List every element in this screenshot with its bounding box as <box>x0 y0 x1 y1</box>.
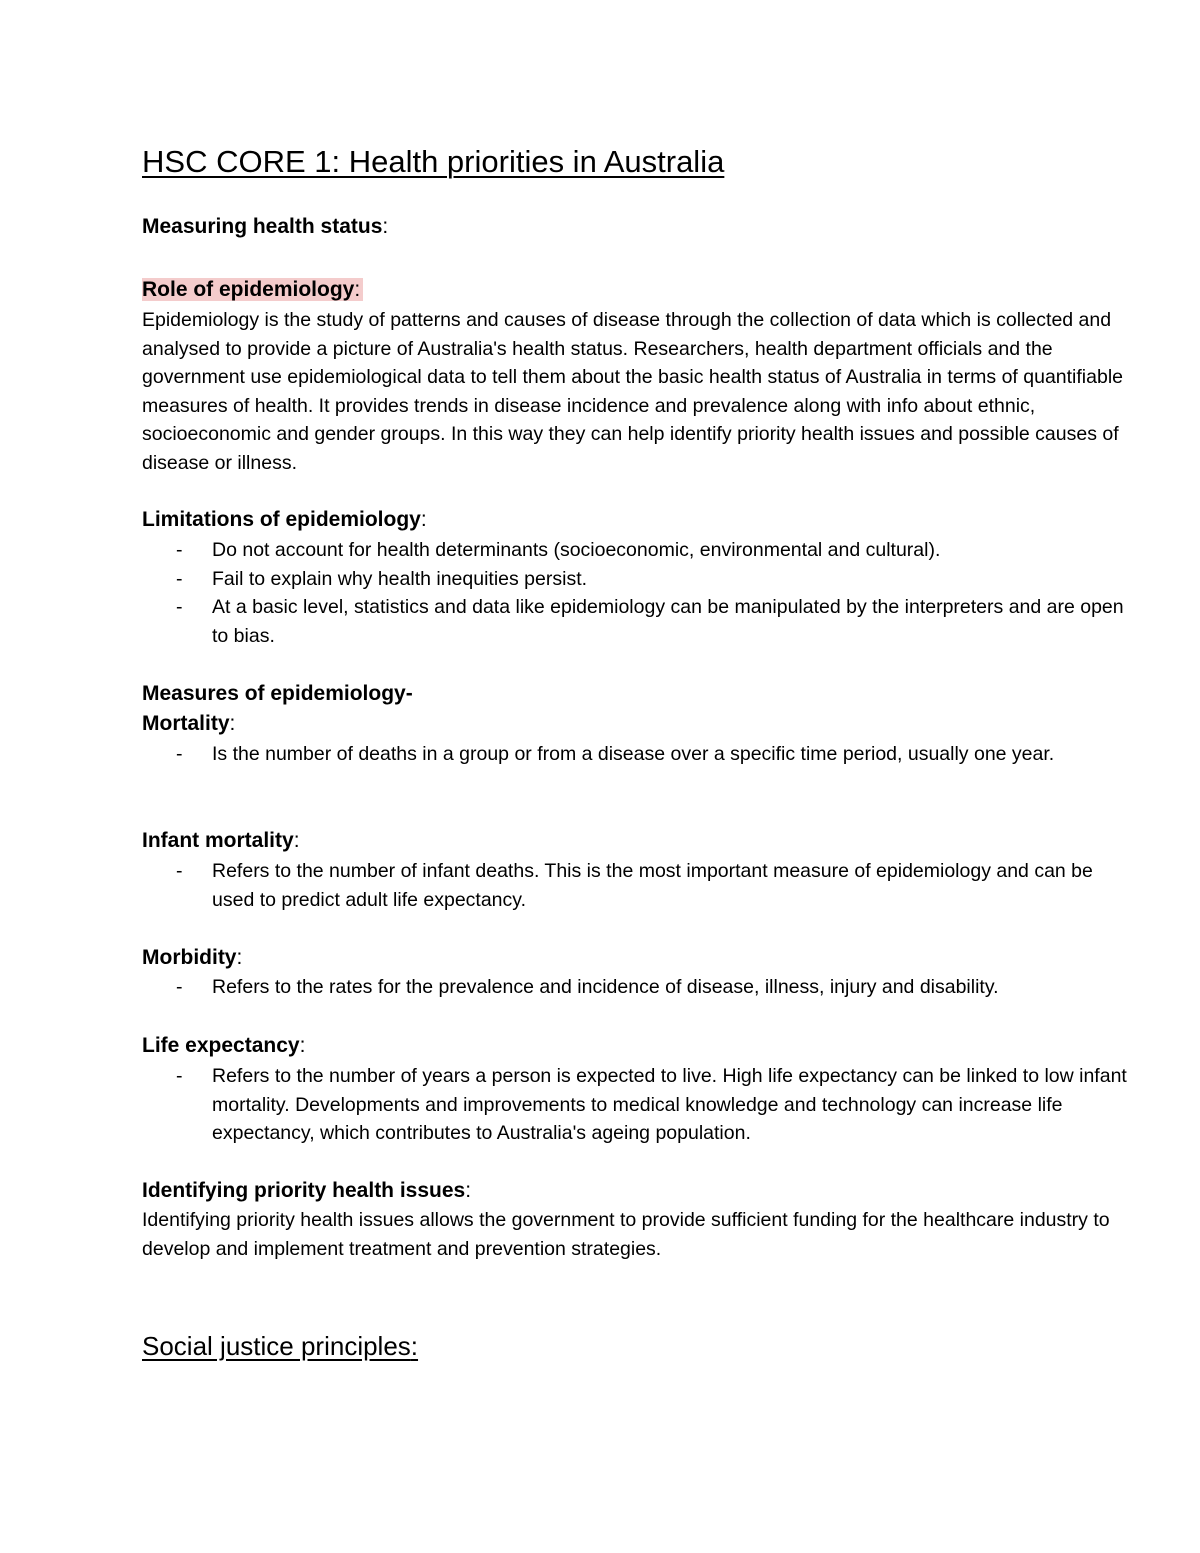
list-item <box>142 536 1137 565</box>
heading-priority-label: Identifying priority health issues <box>142 1179 466 1202</box>
highlighted-heading <box>142 278 363 301</box>
heading-measuring-health-status-label: Measuring health status <box>142 215 383 238</box>
list-item <box>142 1062 1137 1148</box>
dash-bullet: - <box>176 976 183 998</box>
list-item <box>142 593 1137 650</box>
list-item <box>142 565 1137 594</box>
list-item <box>142 973 1137 1002</box>
heading-infant-mortality <box>142 827 300 855</box>
life-expectancy-list <box>142 1062 1137 1148</box>
heading-morbidity-label: Morbidity <box>142 946 237 969</box>
list-item <box>142 740 1137 769</box>
heading-colon: : <box>354 278 361 301</box>
list-item <box>142 857 1137 914</box>
list-item-text: Refers to the number of years a person is expected to live. High life expectancy can be linked to low infant mortality. Developments and improvements to medical knowledge and technology can increase life expectancy, which contributes to Australia's ageing population. <box>212 1065 1127 1144</box>
heading-colon: : <box>299 1034 306 1057</box>
dash-bullet: - <box>176 860 183 882</box>
heading-role-of-epidemiology <box>142 276 363 304</box>
list-item-text: At a basic level, statistics and data like epidemiology can be manipulated by the interpreters and are open to bias. <box>212 596 1124 647</box>
list-item-text: Refers to the number of infant deaths. This is the most important measure of epidemiology and can be used to predict adult life expectancy. <box>212 860 1093 911</box>
limitations-list <box>142 536 1137 650</box>
morbidity-list <box>142 973 1137 1002</box>
mortality-list <box>142 740 1137 769</box>
heading-infant-mortality-label: Infant mortality <box>142 829 294 852</box>
priority-paragraph: Identifying priority health issues allows the government to provide sufficient funding for the healthcare industry to develop and implement treatment and prevention strategies. <box>142 1209 1110 1260</box>
heading-colon: : <box>293 829 300 852</box>
heading-colon: : <box>420 508 427 531</box>
dash-bullet: - <box>176 1065 183 1087</box>
document-title: HSC CORE 1: Health priorities in Australia <box>142 144 725 179</box>
heading-measuring-health-status <box>142 213 388 241</box>
list-item-text: Is the number of deaths in a group or from a disease over a specific time period, usually one year. <box>212 743 1055 765</box>
list-item-text: Do not account for health determinants (socioeconomic, environmental and cultural). <box>212 539 941 561</box>
list-item-text: Fail to explain why health inequities persist. <box>212 567 588 590</box>
heading-role-label: Role of epidemiology <box>142 278 355 301</box>
heading-life-expectancy-label: Life expectancy <box>142 1034 300 1057</box>
section-heading-social-justice <box>142 1328 418 1364</box>
heading-colon: : <box>382 215 389 238</box>
heading-morbidity <box>142 944 242 972</box>
role-of-epidemiology-paragraph: Epidemiology is the study of patterns and causes of disease through the collection of data which is collected and analysed to provide a picture of Australia's health status. Researchers, health department officials and the government use epidemiological data to tell them about the basic health status of Australia in terms of quantifiable measures of health. It provides trends in disease incidence and prevalence along with info about ethnic, socioeconomic and gender groups. In this way they can help identify priority health issues and possible causes of disease or illness. <box>142 309 1123 474</box>
heading-limitations-label: Limitations of epidemiology <box>142 508 421 531</box>
heading-colon: : <box>236 946 243 969</box>
heading-colon: : <box>410 1331 419 1361</box>
heading-identifying-priority-health-issues <box>142 1177 471 1205</box>
heading-colon: : <box>465 1179 472 1202</box>
dash-bullet: - <box>176 567 183 590</box>
heading-life-expectancy <box>142 1032 305 1060</box>
dash-bullet: - <box>176 539 183 561</box>
list-item-text: Refers to the rates for the prevalence and incidence of disease, illness, injury and disability. <box>212 976 999 998</box>
heading-colon: : <box>229 712 236 735</box>
infant-mortality-list <box>142 857 1137 914</box>
heading-mortality <box>142 710 235 738</box>
dash-bullet: - <box>176 743 183 765</box>
heading-mortality-label: Mortality <box>142 712 230 735</box>
heading-measures-of-epidemiology: Measures of epidemiology- <box>142 682 413 705</box>
dash-bullet: - <box>176 596 183 618</box>
section-heading-social-justice-label: Social justice principles <box>142 1331 411 1361</box>
heading-limitations <box>142 506 427 534</box>
